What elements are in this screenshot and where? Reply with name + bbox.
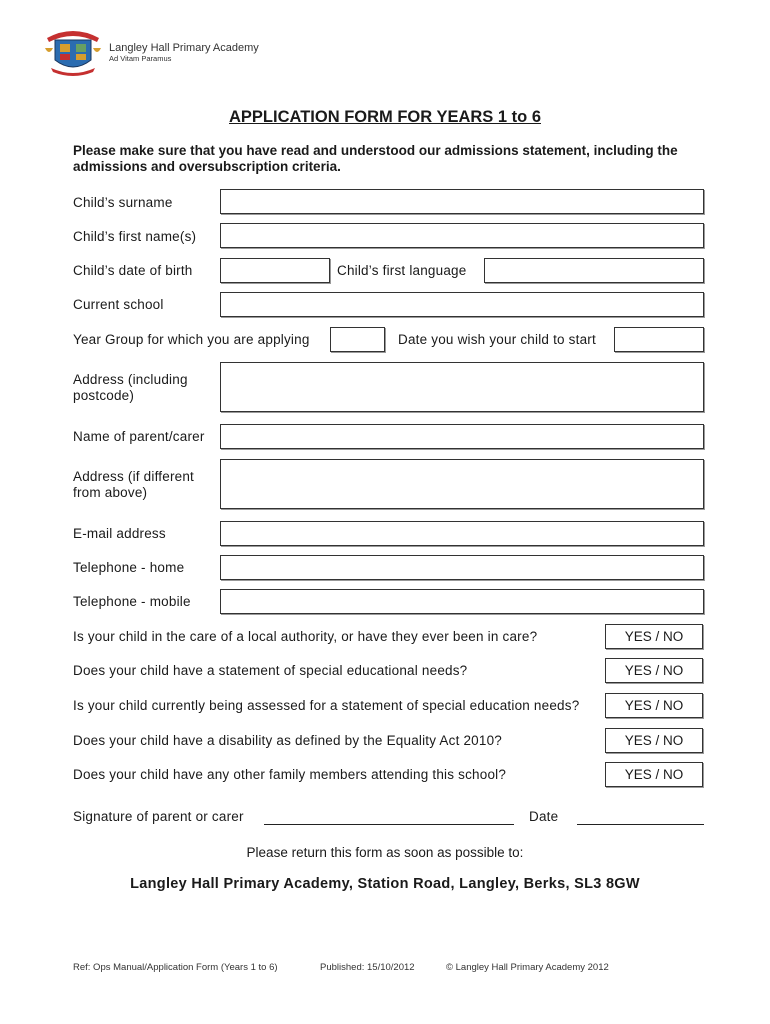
year-group-label: Year Group for which you are applying	[73, 332, 310, 347]
return-instructions: Please return this form as soon as possible to:	[246, 845, 524, 860]
question-sen-statement: Does your child have a statement of special educational needs?	[73, 663, 468, 678]
address-label-line1: Address (including	[73, 372, 188, 387]
alt-address-label	[73, 469, 194, 501]
first-language-label: Child’s first language	[337, 263, 467, 278]
school-crest-logo	[43, 26, 103, 78]
footer-copyright: © Langley Hall Primary Academy 2012	[446, 962, 609, 973]
question-family-members: Does your child have any other family members attending this school?	[73, 767, 507, 782]
tel-home-field[interactable]	[220, 555, 704, 580]
tel-mobile-label: Telephone - mobile	[73, 594, 191, 609]
first-names-field[interactable]	[220, 223, 704, 248]
email-field[interactable]	[220, 521, 704, 546]
tel-mobile-field[interactable]	[220, 589, 704, 614]
signature-line[interactable]	[264, 824, 514, 825]
signature-label: Signature of parent or carer	[73, 809, 244, 824]
surname-label: Child’s surname	[73, 195, 173, 210]
alt-address-label-line1: Address (if different	[73, 469, 195, 484]
header-school-name: Langley Hall Primary Academy	[109, 42, 259, 54]
answer-in-care[interactable]: YES / NO	[605, 624, 703, 649]
question-disability: Does your child have a disability as defined by the Equality Act 2010?	[73, 733, 503, 748]
footer-published: Published: 15/10/2012	[320, 962, 415, 973]
answer-disability[interactable]: YES / NO	[605, 728, 703, 753]
question-sen-assessment: Is your child currently being assessed for a statement of special education needs?	[73, 698, 580, 713]
year-group-field[interactable]	[330, 327, 385, 352]
surname-field[interactable]	[220, 189, 704, 214]
form-intro: Please make sure that you have read and understood our admissions statement, including the admissions and oversubscription criteria.	[73, 143, 678, 174]
form-title: APPLICATION FORM FOR YEARS 1 to 6	[229, 108, 541, 126]
date-label: Date	[529, 809, 559, 824]
tel-home-label: Telephone - home	[73, 560, 185, 575]
first-names-label: Child’s first name(s)	[73, 229, 197, 244]
email-label: E-mail address	[73, 526, 166, 541]
current-school-label: Current school	[73, 297, 164, 312]
address-label	[73, 372, 188, 404]
current-school-field[interactable]	[220, 292, 704, 317]
date-line[interactable]	[577, 824, 704, 825]
alt-address-field[interactable]	[220, 459, 704, 509]
header-motto: Ad Vitam Paramus	[109, 54, 172, 63]
question-in-care: Is your child in the care of a local authority, or have they ever been in care?	[73, 629, 538, 644]
footer-reference: Ref: Ops Manual/Application Form (Years 1 to 6)	[73, 962, 278, 973]
first-language-field[interactable]	[484, 258, 704, 283]
answer-sen-statement[interactable]: YES / NO	[605, 658, 703, 683]
address-field[interactable]	[220, 362, 704, 412]
parent-name-field[interactable]	[220, 424, 704, 449]
address-label-line2: postcode)	[73, 388, 135, 403]
start-date-label: Date you wish your child to start	[398, 332, 596, 347]
answer-family-members[interactable]: YES / NO	[605, 762, 703, 787]
start-date-field[interactable]	[614, 327, 704, 352]
alt-address-label-line2: from above)	[73, 485, 148, 500]
parent-name-label: Name of parent/carer	[73, 429, 205, 444]
return-address: Langley Hall Primary Academy, Station Road, Langley, Berks, SL3 8GW	[130, 876, 640, 892]
dob-label: Child’s date of birth	[73, 263, 193, 278]
dob-field[interactable]	[220, 258, 330, 283]
answer-sen-assessment[interactable]: YES / NO	[605, 693, 703, 718]
